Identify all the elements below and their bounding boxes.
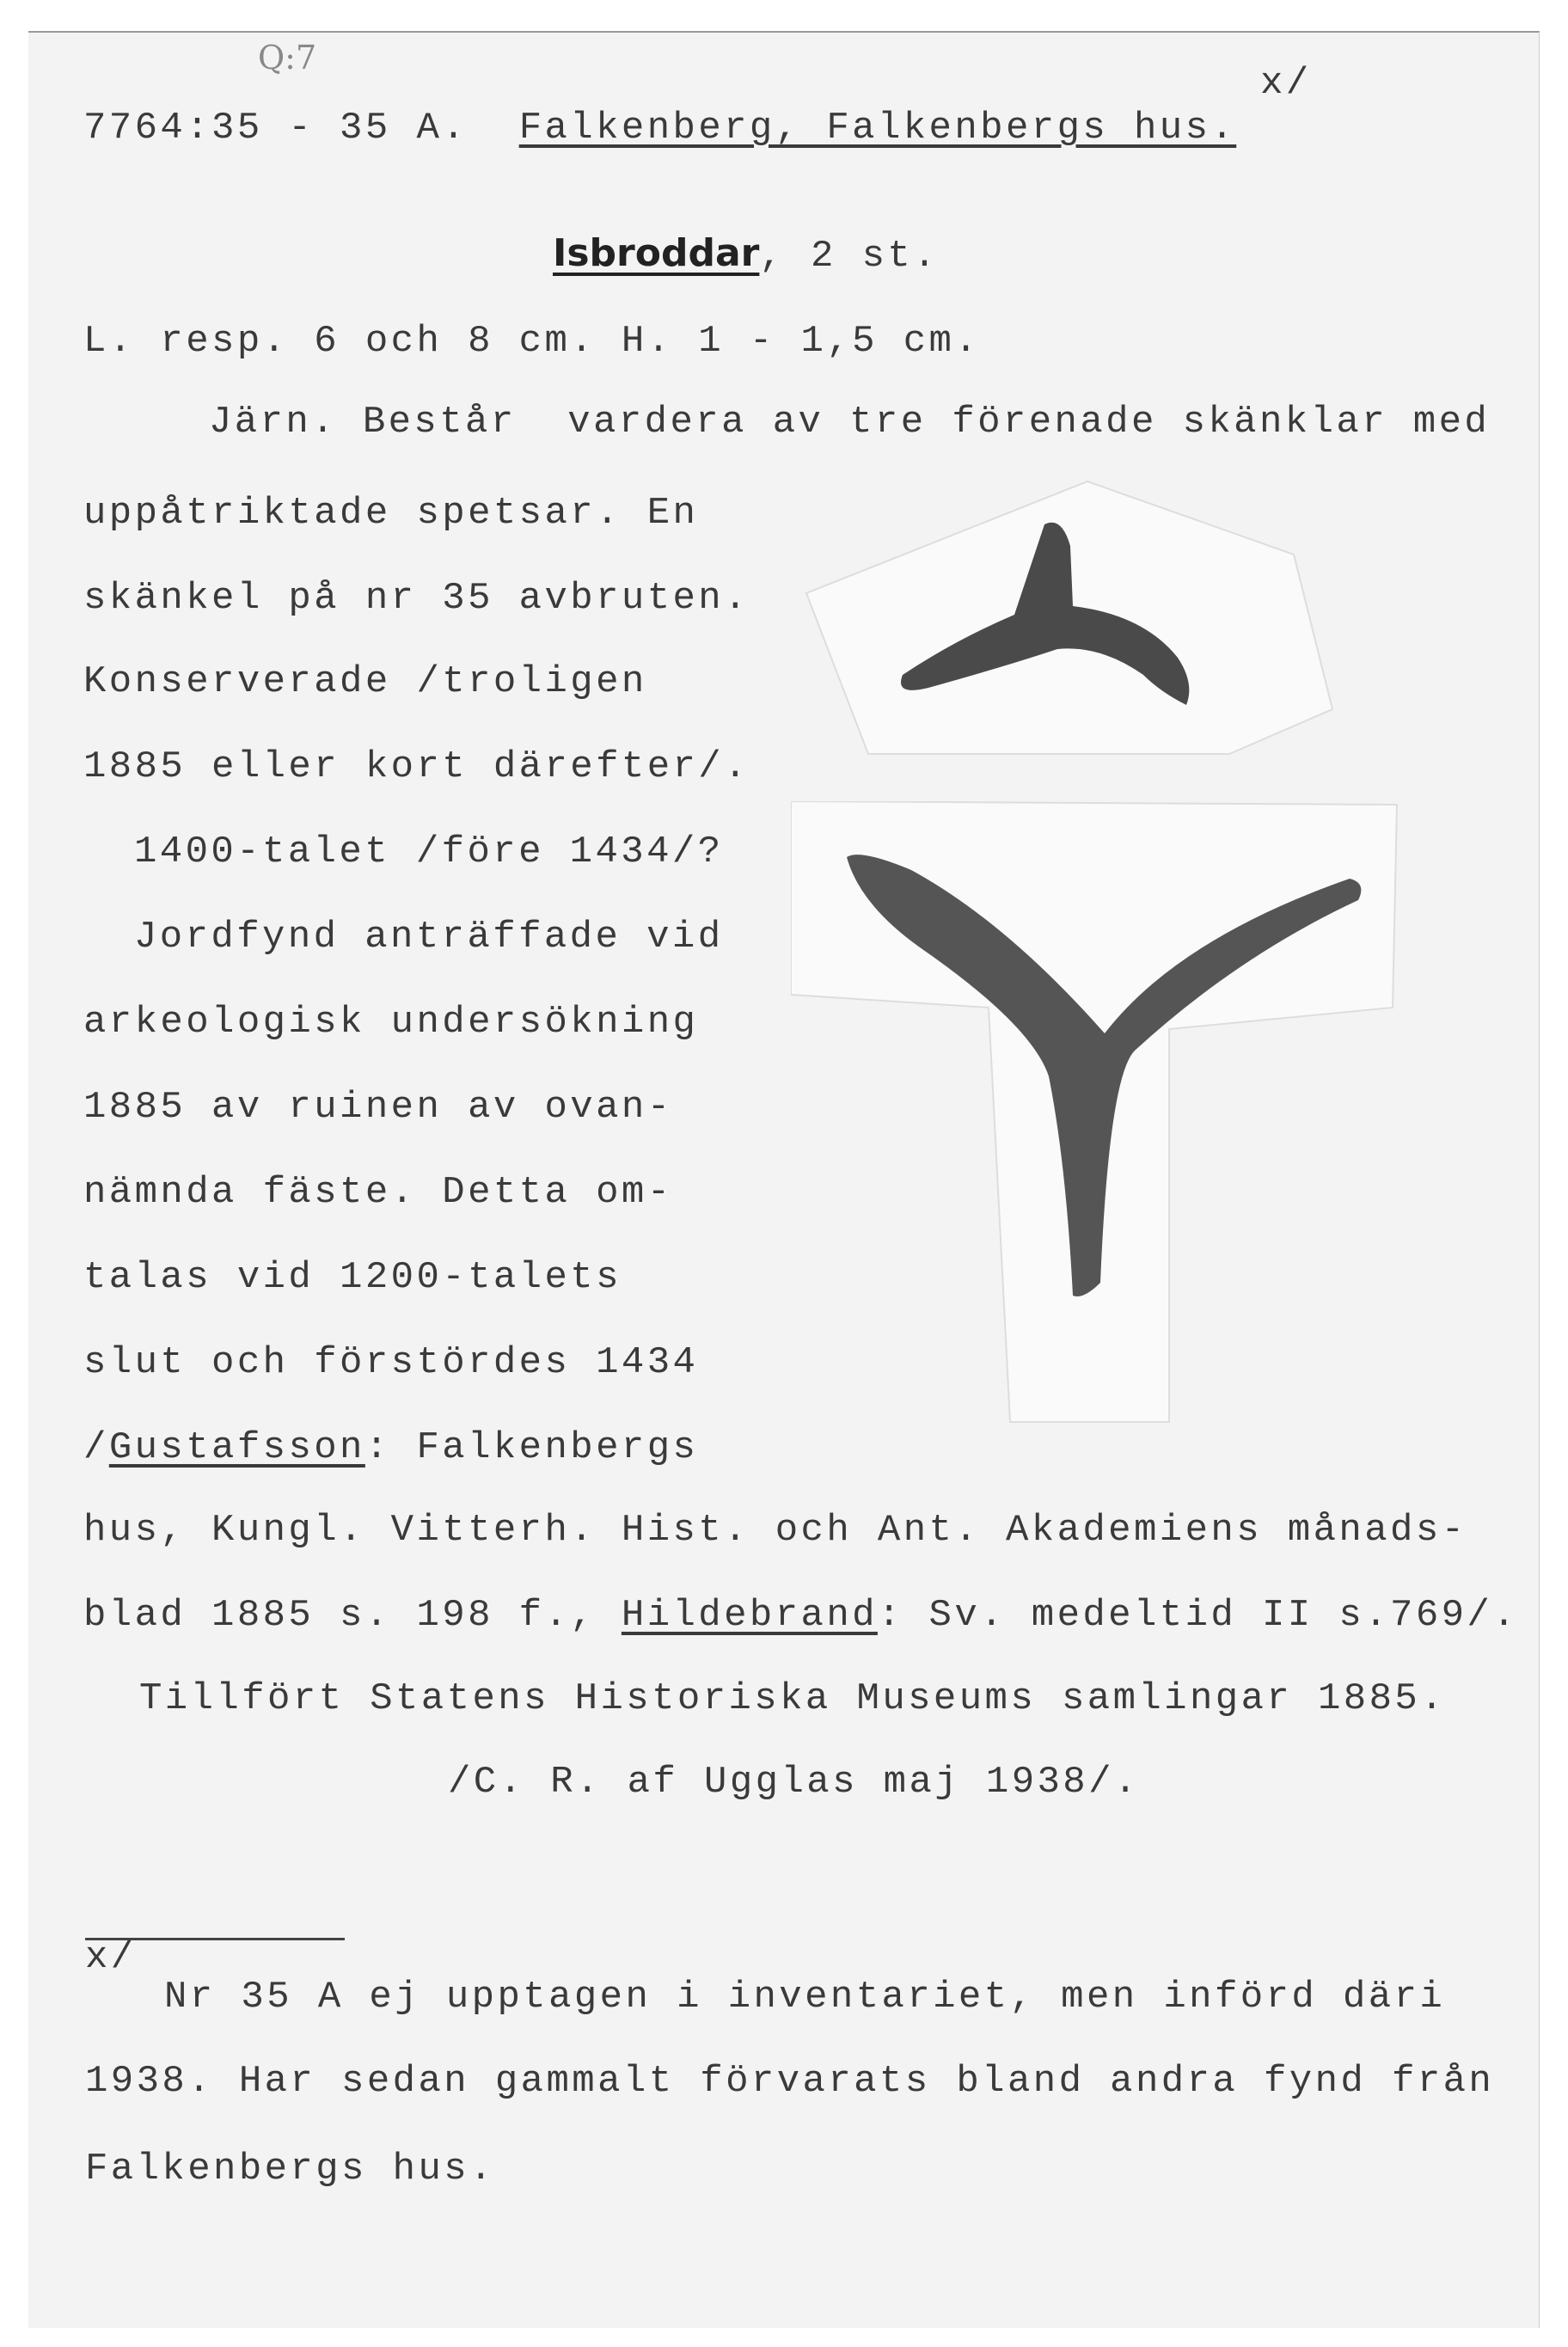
text-line: Jordfynd anträffade vid bbox=[134, 916, 724, 959]
text-line: Järn. Består vardera av tre förenade skänklar med bbox=[209, 401, 1491, 444]
object-count: , 2 st. bbox=[759, 235, 940, 278]
pencil-note: Q:7 bbox=[258, 39, 317, 77]
find-place: Falkenberg, Falkenbergs hus. bbox=[518, 107, 1237, 150]
ref-author: Hildebrand bbox=[621, 1594, 878, 1637]
catalog-number: 7764:35 - 35 A. bbox=[83, 107, 469, 150]
text-line: slut och förstördes 1434 bbox=[83, 1341, 699, 1384]
ref-post: : Sv. medeltid II s.769/. bbox=[877, 1594, 1519, 1637]
footnote-line: Nr 35 A ej upptagen i inventariet, men införd däri bbox=[164, 1976, 1446, 2019]
text-line: arkeologisk undersökning bbox=[83, 1001, 699, 1044]
signature-line: /C. R. af Ugglas maj 1938/. bbox=[448, 1761, 1140, 1804]
text-line: Konserverade /troligen bbox=[83, 660, 647, 703]
ref-pre: / bbox=[83, 1426, 109, 1469]
footnote-line: Falkenbergs hus. bbox=[85, 2148, 495, 2191]
text-line: 1885 av ruinen av ovan- bbox=[83, 1086, 673, 1129]
object-name: Isbroddar bbox=[553, 231, 760, 275]
text-line: 1400-talet /före 1434/? bbox=[134, 830, 724, 873]
text-line: 1885 eller kort därefter/. bbox=[83, 745, 750, 788]
text-line: talas vid 1200-talets bbox=[83, 1256, 622, 1299]
text-line: hus, Kungl. Vitterh. Hist. och Ant. Akademiens månads- bbox=[83, 1509, 1467, 1552]
footnote-line: 1938. Har sedan gammalt förvarats bland andra fynd från bbox=[85, 2060, 1495, 2103]
text-line: L. resp. 6 och 8 cm. H. 1 - 1,5 cm. bbox=[83, 320, 981, 363]
header-line bbox=[83, 107, 1236, 150]
title-line bbox=[553, 232, 939, 278]
ice-cleat-photo-1 bbox=[799, 477, 1341, 761]
ice-cleat-photo-2 bbox=[791, 801, 1401, 1425]
ref-author: Gustafsson bbox=[108, 1426, 365, 1469]
text-line: uppåtriktade spetsar. En bbox=[83, 492, 699, 535]
reference-line bbox=[83, 1594, 1518, 1637]
footnote-marker-top: x/ bbox=[1260, 62, 1312, 105]
acquisition-line: Tillfört Statens Historiska Museums samlingar 1885. bbox=[139, 1677, 1447, 1720]
ref-post: : Falkenbergs bbox=[364, 1426, 699, 1469]
footnote-marker: x/ bbox=[85, 1936, 137, 1979]
text-line: nämnda fäste. Detta om- bbox=[83, 1171, 673, 1214]
text-line: skänkel på nr 35 avbruten. bbox=[83, 577, 750, 620]
reference-line bbox=[83, 1426, 698, 1469]
ref-pre: blad 1885 s. 198 f., bbox=[83, 1594, 622, 1637]
